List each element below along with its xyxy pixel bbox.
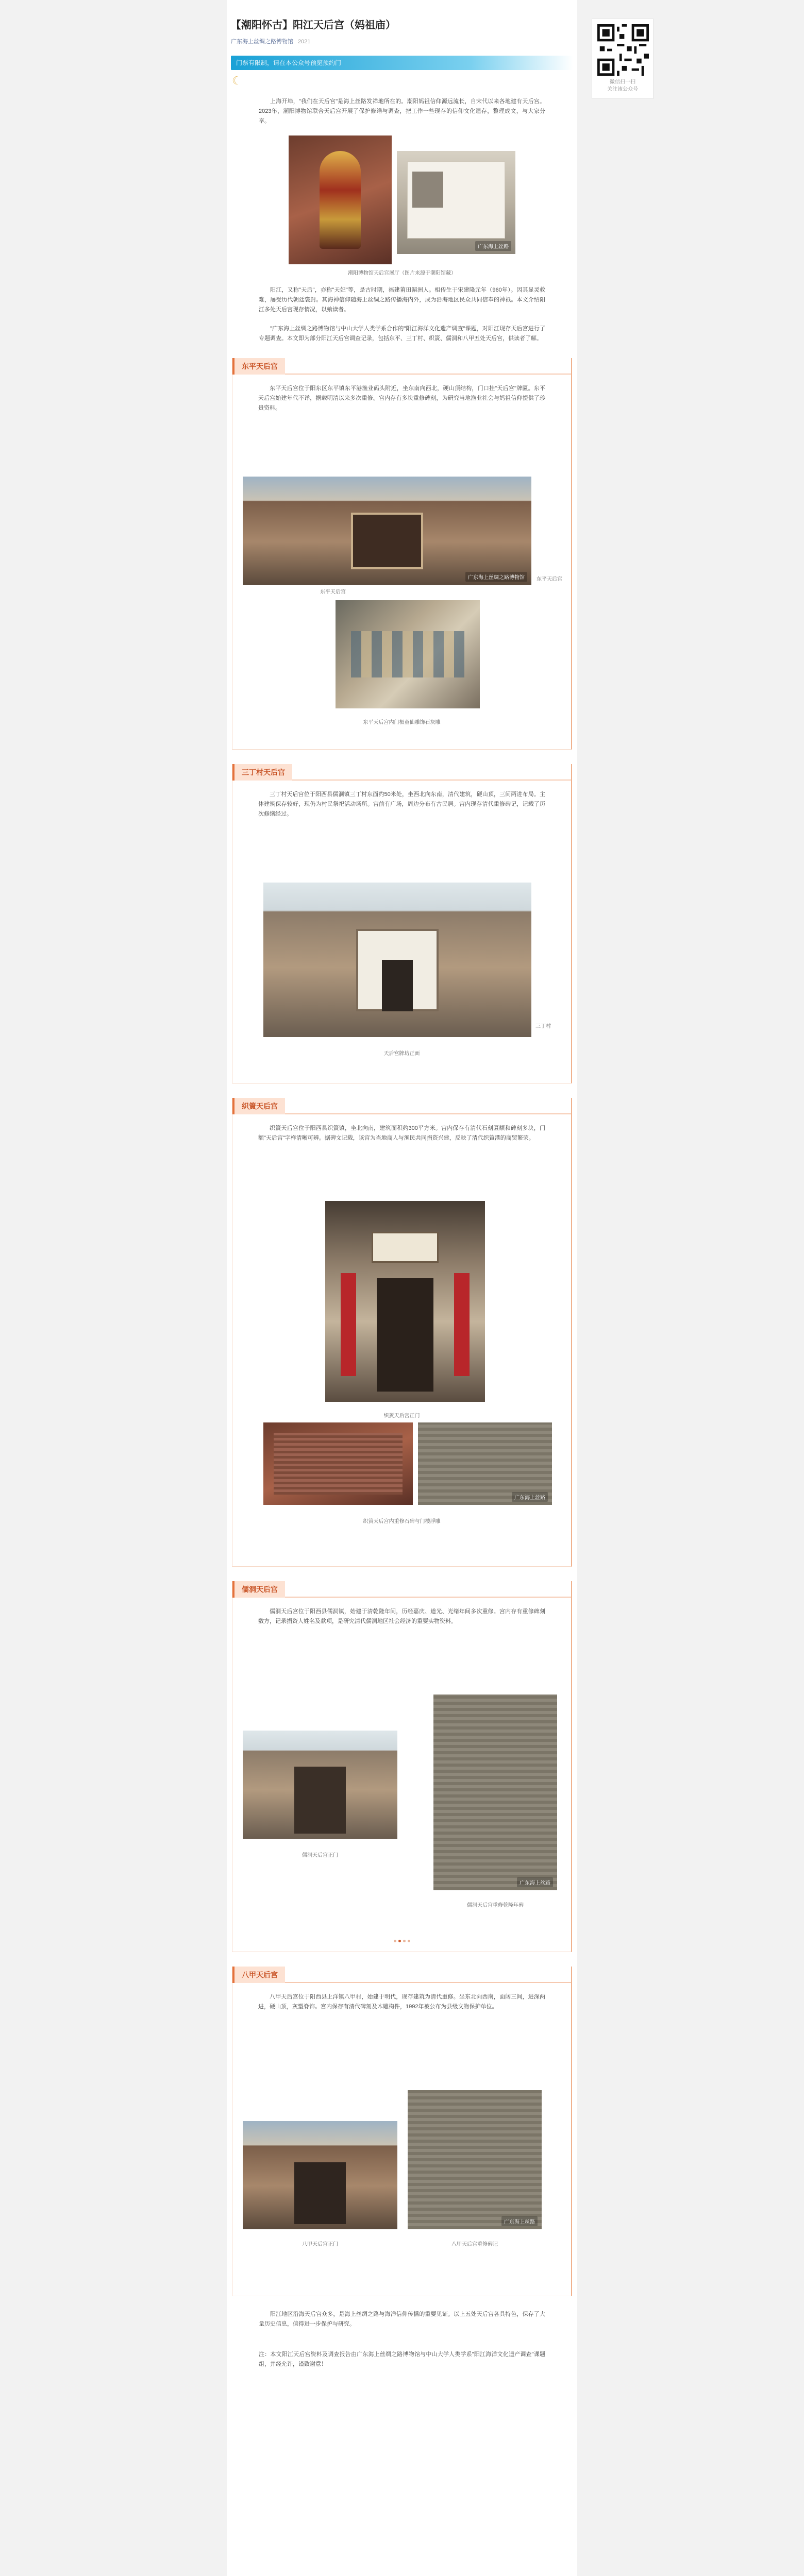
dongping-temple-photo bbox=[243, 477, 531, 585]
bajia-stele-photo bbox=[408, 2090, 542, 2229]
section-heading: 织篢天后宫 bbox=[232, 1098, 285, 1114]
carousel-dots bbox=[232, 1936, 571, 1945]
rudong-stele-photo bbox=[433, 1694, 557, 1890]
intro-figure-caption: 潮阳博物馆天后宫展厅（图片来源于潮阳馆藏） bbox=[348, 270, 456, 276]
section-text: 三丁村天后宫位于阳西县儒洞镇三丁村东面约50米处，坐西北向东南，清代建筑，硬山顶，三间两进布局。主体建筑保存较好，现仍为村民祭祀活动场所。宫前有广场，周边分布有古民居。宫内现存清代重修碑记，记载了历次修缮经过。 bbox=[258, 791, 545, 817]
zhigong-stele-photo-1 bbox=[263, 1422, 413, 1505]
dongping-relief-photo bbox=[336, 600, 480, 708]
watermark-badge: 广东海上丝绸之路博物馆 bbox=[465, 572, 527, 582]
section-text: 织篢天后宫位于阳西县织篢镇，坐北向南，建筑面积约300平方米。宫内保存有清代石刻匾额和碑刻多块，门额"天后宫"字样清晰可辨。据碑文记载，该宫为当地商人与渔民共同捐资兴建，反映了清代织篢港的商贸繁荣。 bbox=[258, 1125, 545, 1141]
section-dongping bbox=[232, 358, 572, 750]
section-text: 东平天后宫位于阳东区东平镇东平港渔业码头附近，坐东南向西北，硬山顶结构，门口挂"天后宫"牌匾。东平天后宫始建年代不详，据载明清以来多次重修。宫内存有多块重修碑刻，为研究当地渔业社会与妈祖信仰提供了珍贵资料。 bbox=[258, 385, 545, 411]
section-rudong bbox=[232, 1581, 572, 1952]
photo-caption: 东平天后宫内门楣童仙雕饰石灰雕 bbox=[363, 720, 441, 725]
article-title: 【潮阳怀古】阳江天后宫（妈祖庙） bbox=[231, 20, 396, 31]
photo-caption: 八甲天后宫重修碑记 bbox=[451, 2242, 498, 2247]
photo-caption: 儒洞天后宫正门 bbox=[302, 1853, 338, 1858]
zhigong-gate-photo bbox=[325, 1201, 485, 1402]
photo-caption: 儒洞天后宫重修乾隆年碑 bbox=[467, 1903, 524, 1908]
section-heading: 东平天后宫 bbox=[232, 358, 285, 375]
moon-icon: ☾ bbox=[232, 74, 242, 87]
section-sandingcun bbox=[232, 764, 572, 1083]
section-heading: 三丁村天后宫 bbox=[232, 764, 292, 781]
account-name-link[interactable]: 广东海上丝绸之路博物馆 bbox=[231, 39, 293, 45]
sandingcun-temple-photo bbox=[263, 883, 531, 1037]
section-text: 儒洞天后宫位于阳西县儒洞镇，始建于清乾隆年间，历经嘉庆、道光、光绪年间多次重修。宫内存有重修碑刻数方，记录捐资人姓名及款项，是研究清代儒洞地区社会经济的重要实物资料。 bbox=[258, 1608, 545, 1624]
article bbox=[227, 0, 577, 2576]
section-zhigong bbox=[232, 1098, 572, 1567]
intro-paragraph-1: 上海开埠，"我们在天后宫"是海上丝路发祥地所在的。潮阳妈祖信仰源远流长，自宋代以来各地建有天后宫。2023年，潮阳博物馆联合天后宫开展了保护修缮与调查，把工作一些现存的信仰文化遗存，整理成文，与大家分享。 bbox=[259, 98, 545, 124]
reservation-banner: 门票有限制，请在本公众号预览预约门 bbox=[231, 56, 573, 70]
photo-caption: 织篢天后宫内重修石碑与门楼浮雕 bbox=[363, 1519, 441, 1524]
watermark-badge: 广东海上丝路 bbox=[512, 1492, 548, 1502]
intro-figure bbox=[289, 135, 515, 264]
publish-date: 2021 bbox=[298, 39, 311, 45]
watermark-badge: 广东海上丝路 bbox=[501, 2216, 538, 2226]
photo-caption: 织篢天后宫正门 bbox=[383, 1413, 420, 1419]
follow-qr-panel bbox=[592, 19, 654, 99]
section-heading: 八甲天后宫 bbox=[232, 1967, 285, 1983]
acknowledgement-note: 注：本文阳江天后宫资料及调查报告由广东海上丝绸之路博物馆与中山大学人类学系"阳江海洋文化遗产调查"课题组，并经允许，谨致谢意！ bbox=[259, 2351, 545, 2367]
section-heading: 儒洞天后宫 bbox=[232, 1581, 285, 1598]
zhigong-stele-photo-2 bbox=[418, 1422, 552, 1505]
intro-paragraph-2: 阳江，又称"天后"，亦称"天妃"等，是古时期，福建莆田湄洲人。相传生于宋建隆元年（960年）。因其显灵救难，屡受历代朝廷褒封。其海神信仰随海上丝绸之路传播海内外，成为沿海地区民众共同信奉的神祇。本文介绍阳江多处天后宫现存情况，以飨读者。 bbox=[259, 287, 545, 313]
watermark-badge: 广东海上丝路 bbox=[475, 241, 511, 251]
intro-paragraph-3: "广东海上丝绸之路博物馆与中山大学人类学系合作的"阳江海洋文化遗产调查"课题，对阳江现存天后宫进行了专题调查。本文即为部分阳江天后宫调查记录，包括东平、三丁村、织篢、儒洞和八甲五处天后宫，供读者了解。 bbox=[259, 326, 545, 342]
follow-qr-code[interactable] bbox=[597, 24, 649, 76]
section-text: 八甲天后宫位于阳西县上洋镇八甲村，始建于明代，现存建筑为清代重修。坐东北向西南，面阔三间，进深两进，硬山顶，灰塑脊饰。宫内保存有清代碑刻及木雕构件，1992年被公布为县级文物保护单位。 bbox=[258, 1994, 545, 2010]
photo-caption: 天后宫牌坊正面 bbox=[383, 1051, 420, 1057]
follow-qr-caption: 微信扫一扫 关注该公众号 bbox=[607, 79, 638, 92]
closing-paragraph: 阳江地区沿海天后宫众多，是海上丝绸之路与海洋信仰传播的重要见证。以上五处天后宫各具特色，保存了大量历史信息，值得进一步保护与研究。 bbox=[259, 2311, 545, 2327]
article-meta bbox=[227, 37, 577, 45]
watermark-badge: 广东海上丝路 bbox=[517, 1877, 553, 1887]
mazu-statue-image bbox=[289, 135, 392, 264]
photo-side-caption: 东平天后宫 bbox=[537, 577, 562, 582]
bajia-gate-photo bbox=[243, 2121, 397, 2229]
heritage-document-image bbox=[397, 151, 515, 254]
photo-caption: 八甲天后宫正门 bbox=[302, 2242, 338, 2247]
rudong-gate-photo bbox=[243, 1731, 397, 1839]
photo-side-caption: 三丁村 bbox=[535, 1024, 551, 1029]
photo-caption: 东平天后宫 bbox=[320, 589, 346, 595]
section-bajia bbox=[232, 1967, 572, 2296]
